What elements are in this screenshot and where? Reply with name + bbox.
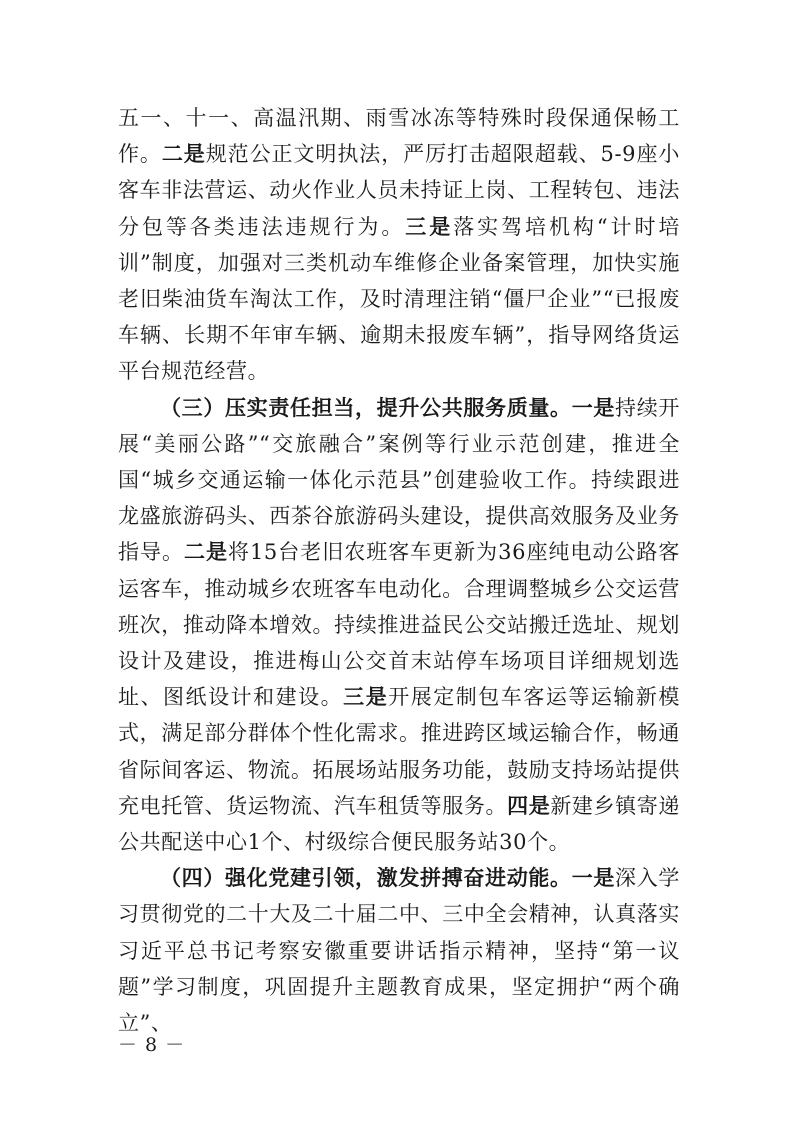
- paragraph-3: [118, 860, 680, 1041]
- text-span: 五一、十一、高温汛期、雨雪冰冻等特殊时段保通保畅工作。: [118, 106, 680, 167]
- bold-lead: 三是: [343, 684, 389, 710]
- text-span: 落实驾培机构“计时培训”制度，加强对三类机动车维修企业备案管理，加快实施老旧柴油货车淘汰工作，及时清理注销“僵尸企业”“已报废车辆、长期不年审车辆、逾期未报废车辆”，指导网络货运平台规范经营。: [118, 214, 680, 384]
- text-span: 规范公正文明执法，严厉打击超限超载、5-9座小客车非法营运、动火作业人员未持证上岗、工程转包、违法分包等各类违法违规行为。: [118, 142, 681, 239]
- text-span: 深入学习贯彻党的二十大及二十届二中、三中全会精神，认真落实习近平总书记考察安徽重要讲话指示精神，坚持“第一议题”学习制度，巩固提升主题教育成果，坚定拥护“两个确立”、: [118, 866, 680, 1036]
- text-span: 持续开展“美丽公路”“交旅融合”案例等行业示范创建，推进全国“城乡交通运输一体化示范县”创建验收工作。持续跟进龙盛旅游码头、西茶谷旅游码头建设，提供高效服务及业务指导。: [118, 395, 680, 565]
- document-body: [118, 100, 680, 1041]
- paragraph-2: [118, 390, 680, 861]
- bold-lead: 三是: [405, 213, 454, 239]
- text-span: 将15台老旧农班客车更新为36座纯电动公路客运客车，推动城乡农班客车电动化。合理调整城乡公交运营班次，推动降本增效。持续推进益民公交站搬迁选址、规划设计及建设，推进梅山公交首末站停车场项目详细规划选址、图纸设计和建设。: [118, 540, 680, 710]
- bold-lead: 二是: [161, 141, 206, 167]
- section-heading: （四）强化党建引领，激发拼搏奋进动能。: [160, 865, 572, 891]
- bold-lead: 二是: [183, 539, 228, 565]
- text-span: 开展定制包车客运等运输新模式，满足部分群体个性化需求。推进跨区域运输合作，畅通省际间客运、物流。拓展场站服务功能，鼓励支持场站提供充电托管、货运物流、汽车租赁等服务。: [118, 685, 681, 818]
- paragraph-1: [118, 100, 680, 390]
- bold-lead: 一是: [571, 865, 616, 891]
- page-number: － 8 －: [118, 1034, 186, 1056]
- bold-lead: 四是: [507, 792, 551, 818]
- bold-lead: 一是: [571, 394, 616, 420]
- text-span: 新建乡镇寄递公共配送中心1个、村级综合便民服务站30个。: [118, 793, 680, 855]
- section-heading: （三）压实责任担当，提升公共服务质量。: [160, 394, 572, 420]
